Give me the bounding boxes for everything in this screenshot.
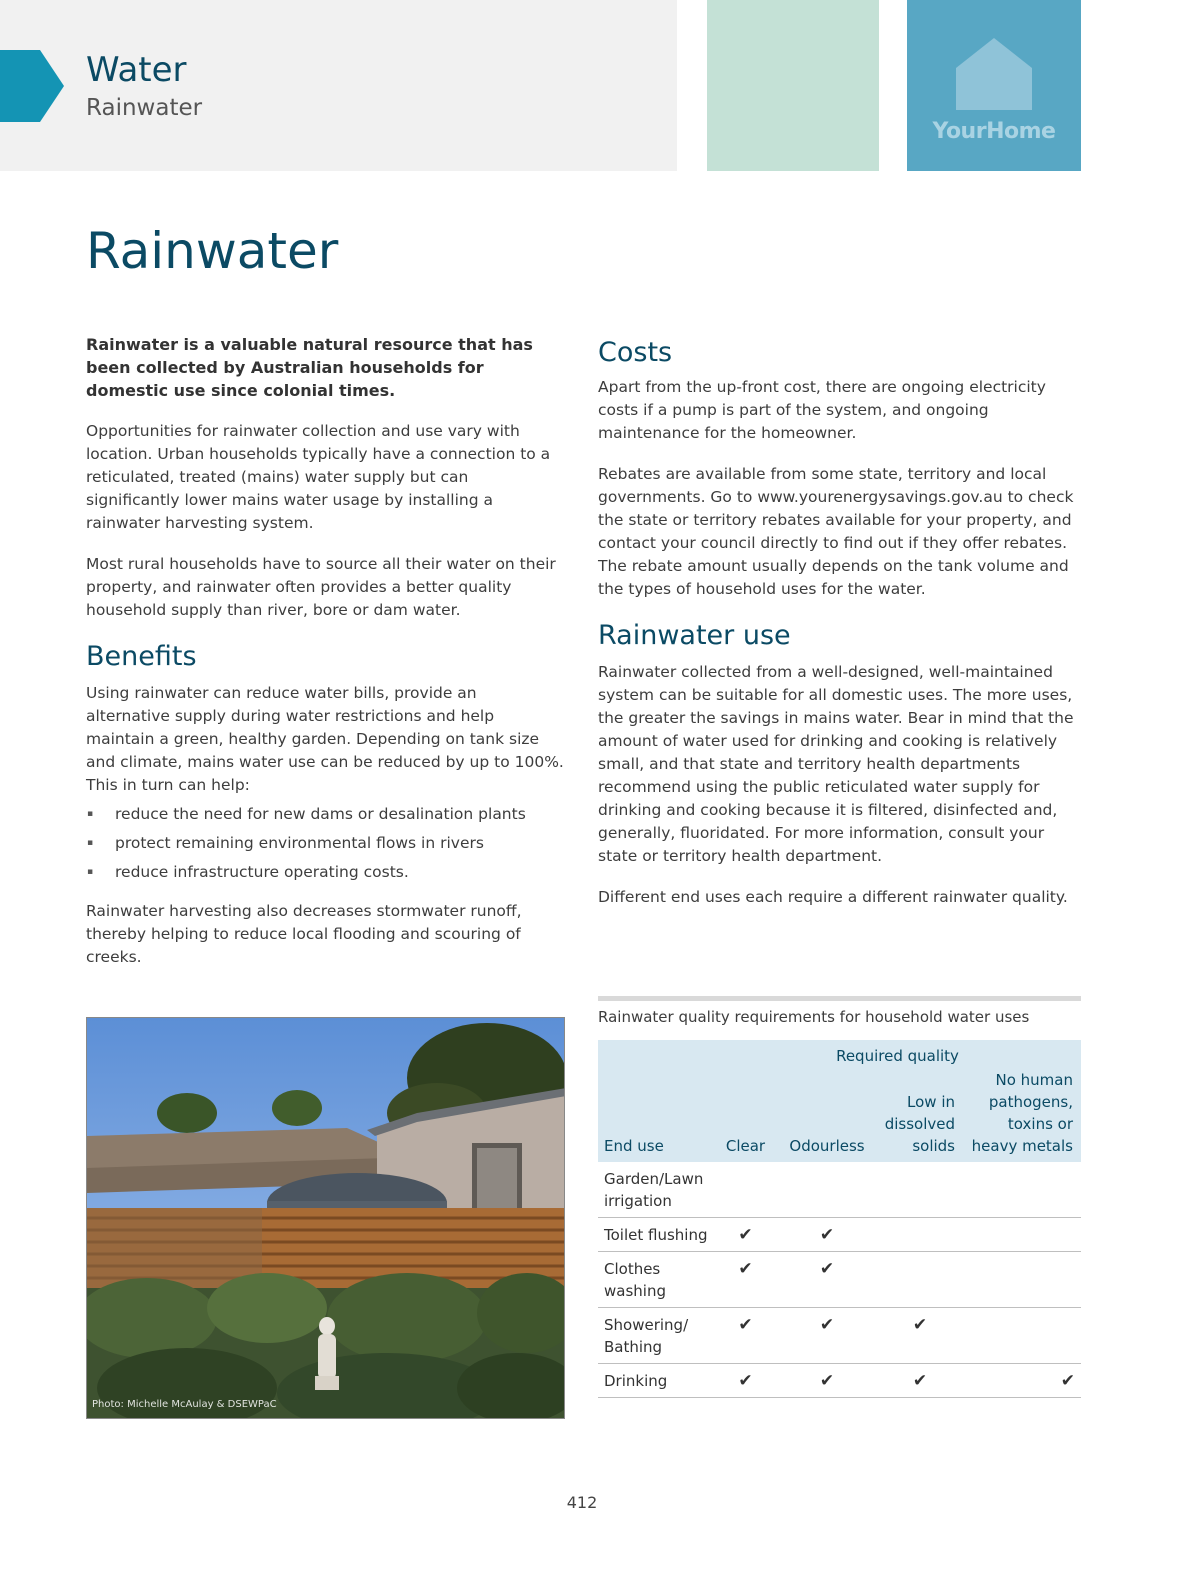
section-title: Water (86, 50, 187, 90)
benefits-heading: Benefits (86, 641, 197, 672)
table-cell-solids (877, 1218, 963, 1252)
column-header: Clear (725, 1137, 766, 1155)
table-group-header: Required quality (836, 1047, 959, 1065)
table-cell-pathogens (963, 1252, 1081, 1308)
section-chevron-icon (0, 50, 64, 122)
garden-rainwater-tank-photo (86, 1017, 565, 1419)
list-item: ▪ reduce the need for new dams or desalination plants (86, 803, 564, 826)
table-cell-clear: ✔ (714, 1218, 777, 1252)
table-cell-end-use: Garden/Lawn irrigation (598, 1162, 714, 1218)
table-row (598, 1218, 1081, 1252)
table-cell-solids (877, 1162, 963, 1218)
costs-paragraph-1: Apart from the up-front cost, there are ongoing electricity costs if a pump is part of the system, and ongoing maintenance for the homeowner. (598, 378, 1046, 442)
section-subtitle: Rainwater (86, 95, 203, 121)
table-top-rule (598, 996, 1081, 1001)
table-cell-clear: ✔ (714, 1252, 777, 1308)
column-header: Odourless (789, 1137, 865, 1155)
table-cell-solids: ✔ (877, 1364, 963, 1398)
table-cell-end-use: Drinking (598, 1364, 714, 1398)
page-number: 412 (566, 1493, 598, 1512)
rainwater-use-paragraph-1: Rainwater collected from a well-designed, well-maintained system can be suitable for all domestic uses. The more uses, the greater the savings in mains water. Bear in mind that the amount of water used for drinking and cooking is relatively small, and that state and territory health departments recommend using the public reticulated water supply for drinking and cooking because it is filtered, disinfected and, generally, fluoridated. For more information, consult your state or territory health department. (598, 663, 1074, 865)
table-cell-odourless: ✔ (777, 1252, 877, 1308)
table-cell-clear (714, 1162, 777, 1218)
table-cell-pathogens: ✔ (963, 1364, 1081, 1398)
intro-lead: Rainwater is a valuable natural resource that has been collected by Australian households for domestic use since colonial times. (86, 335, 533, 400)
table-cell-pathogens (963, 1308, 1081, 1364)
table-cell-odourless: ✔ (777, 1364, 877, 1398)
table-cell-end-use: Clothes washing (598, 1252, 714, 1308)
list-item: ▪ reduce infrastructure operating costs. (86, 861, 564, 884)
table-cell-clear: ✔ (714, 1308, 777, 1364)
table-cell-solids (877, 1252, 963, 1308)
table-row (598, 1308, 1081, 1364)
benefits-paragraph-1: Using rainwater can reduce water bills, provide an alternative supply during water restrictions and help maintain a green, healthy garden. Depending on tank size and climate, mains water use can be reduced by up to 100%. This in turn can help: (86, 684, 564, 794)
photo-illustration (87, 1018, 565, 1419)
costs-paragraph-2: Rebates are available from some state, territory and local governments. Go to www.yourenergysavings.gov.au to check the state or territory rebates available for your property, and contact your council directly to find out if they offer rebates. The rebate amount usually depends on the tank volume and the types of household uses for the water. (598, 465, 1074, 598)
table-cell-solids: ✔ (877, 1308, 963, 1364)
rainwater-quality-table (598, 1040, 1081, 1398)
right-column (598, 336, 1082, 927)
house-icon (956, 38, 1032, 110)
decorative-mint-block (707, 0, 879, 171)
table-cell-odourless: ✔ (777, 1218, 877, 1252)
yourhome-logo (907, 0, 1081, 171)
table-cell-odourless (777, 1162, 877, 1218)
benefits-list (86, 803, 564, 884)
table-cell-end-use: Toilet flushing (598, 1218, 714, 1252)
table-cell-clear: ✔ (714, 1364, 777, 1398)
table-cell-pathogens (963, 1218, 1081, 1252)
page-title: Rainwater (86, 222, 339, 280)
benefits-paragraph-2: Rainwater harvesting also decreases stormwater runoff, thereby helping to reduce local flooding and scouring of creeks. (86, 902, 522, 966)
column-header: End use (604, 1137, 664, 1155)
table-row (598, 1162, 1081, 1218)
rainwater-use-paragraph-2: Different end uses each require a different rainwater quality. (598, 888, 1068, 906)
table-row (598, 1252, 1081, 1308)
intro-paragraph-1: Opportunities for rainwater collection and use vary with location. Urban households typically have a connection to a reticulated, treated (mains) water supply but can significantly lower mains water usage by installing a rainwater harvesting system. (86, 422, 551, 532)
table-caption: Rainwater quality requirements for household water uses (598, 1008, 1030, 1026)
rainwater-use-heading: Rainwater use (598, 620, 791, 651)
table-cell-pathogens (963, 1162, 1081, 1218)
table-cell-end-use: Showering/ Bathing (598, 1308, 714, 1364)
table-cell-odourless: ✔ (777, 1308, 877, 1364)
costs-heading: Costs (598, 337, 673, 368)
column-header: Low in dissolved solids (884, 1093, 955, 1155)
column-header: No human pathogens, toxins or heavy metals (971, 1071, 1073, 1155)
left-column (86, 333, 564, 987)
list-item: ▪ protect remaining environmental flows in rivers (86, 832, 564, 855)
intro-paragraph-2: Most rural households have to source all their water on their property, and rainwater often provides a better quality household supply than river, bore or dam water. (86, 555, 556, 619)
table-row (598, 1364, 1081, 1398)
photo-credit: Photo: Michelle McAulay & DSEWPaC (92, 1399, 277, 1410)
logo-text: YourHome (932, 119, 1056, 144)
